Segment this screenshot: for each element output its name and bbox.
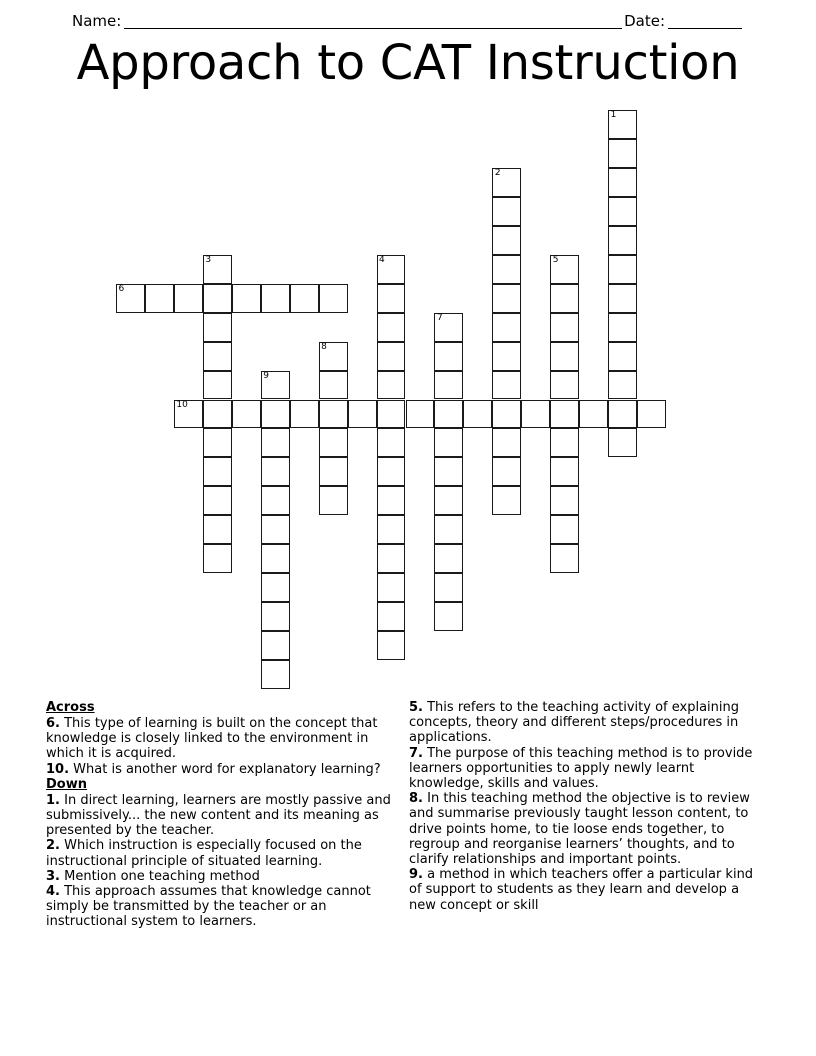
grid-cell[interactable]	[261, 284, 290, 313]
grid-cell[interactable]	[492, 457, 521, 486]
grid-cell[interactable]	[203, 486, 232, 515]
grid-cell[interactable]	[319, 486, 348, 515]
grid-cell[interactable]	[550, 457, 579, 486]
grid-cell[interactable]	[434, 573, 463, 602]
grid-cell[interactable]	[492, 226, 521, 255]
grid-cell[interactable]	[608, 226, 637, 255]
grid-cell[interactable]	[550, 486, 579, 515]
clue-text: In direct learning, learners are mostly passive and submissively... the new content and its meaning as presented by the teacher.	[46, 792, 391, 839]
grid-cell[interactable]	[434, 371, 463, 400]
grid-cell[interactable]	[203, 400, 232, 429]
grid-cell[interactable]	[290, 284, 319, 313]
grid-cell[interactable]	[261, 515, 290, 544]
grid-cell[interactable]	[377, 255, 406, 284]
grid-clue-number: 8	[321, 341, 327, 352]
grid-cell[interactable]	[203, 428, 232, 457]
grid-cell[interactable]	[550, 371, 579, 400]
grid-cell[interactable]	[434, 544, 463, 573]
grid-cell[interactable]	[550, 342, 579, 371]
grid-cell[interactable]	[608, 168, 637, 197]
grid-cell[interactable]	[579, 400, 608, 429]
grid-cell[interactable]	[492, 313, 521, 342]
grid-cell[interactable]	[492, 197, 521, 226]
grid-cell[interactable]	[261, 457, 290, 486]
clue-item	[409, 746, 769, 792]
clue-item	[46, 884, 404, 930]
grid-cell[interactable]	[377, 602, 406, 631]
grid-cell[interactable]	[492, 168, 521, 197]
clue-number: 6.	[46, 716, 60, 731]
clue-number: 9.	[409, 867, 423, 883]
grid-cell[interactable]	[434, 428, 463, 457]
clue-item	[46, 716, 404, 762]
clue-text: This type of learning is built on the concept that knowledge is closely linked to the environment in which it is acquired.	[46, 716, 378, 762]
clue-item	[409, 867, 769, 913]
grid-cell[interactable]	[203, 457, 232, 486]
grid-cell[interactable]	[203, 371, 232, 400]
date-label: Date:	[624, 12, 665, 30]
clue-text: Mention one teaching method	[59, 868, 260, 884]
grid-cell[interactable]	[608, 197, 637, 226]
grid-cell[interactable]	[290, 400, 319, 429]
grid-cell[interactable]	[492, 400, 521, 429]
grid-cell[interactable]	[637, 400, 666, 429]
grid-cell[interactable]	[377, 544, 406, 573]
grid-cell[interactable]	[492, 342, 521, 371]
clues-column-right	[409, 700, 769, 913]
grid-cell[interactable]	[261, 660, 290, 689]
grid-cell[interactable]	[377, 631, 406, 660]
grid-cell[interactable]	[319, 457, 348, 486]
grid-cell[interactable]	[550, 428, 579, 457]
grid-cell[interactable]	[608, 255, 637, 284]
grid-cell[interactable]	[608, 400, 637, 429]
grid-cell[interactable]	[434, 313, 463, 342]
clues-column-left	[46, 700, 404, 930]
grid-cell[interactable]	[348, 400, 377, 429]
grid-cell[interactable]	[608, 371, 637, 400]
grid-cell[interactable]	[319, 284, 348, 313]
grid-cell[interactable]	[377, 573, 406, 602]
clue-number: 1.	[46, 792, 60, 808]
grid-cell[interactable]	[261, 428, 290, 457]
grid-cell[interactable]	[261, 631, 290, 660]
grid-cell[interactable]	[434, 400, 463, 429]
clue-item	[46, 838, 404, 868]
grid-clue-number: 6	[118, 283, 125, 294]
clue-number: 10.	[46, 761, 70, 777]
grid-cell[interactable]	[319, 342, 348, 371]
grid-cell[interactable]	[608, 110, 637, 139]
grid-cell[interactable]	[377, 515, 406, 544]
grid-cell[interactable]	[203, 255, 232, 284]
grid-cell[interactable]	[377, 371, 406, 400]
grid-cell[interactable]	[434, 515, 463, 544]
grid-cell[interactable]	[377, 313, 406, 342]
grid-cell[interactable]	[608, 342, 637, 371]
clue-number: 4.	[46, 884, 60, 900]
clue-item	[409, 791, 769, 867]
across-heading: Across	[46, 700, 95, 715]
grid-cell[interactable]	[377, 428, 406, 457]
grid-cell[interactable]	[434, 342, 463, 371]
grid-cell[interactable]	[434, 602, 463, 631]
clue-text: Which instruction is especially focused on the instructional principle of situated learning.	[46, 838, 362, 869]
clue-text: In this teaching method the objective is to review and summarise previously taught lesson content, to drive points home, to tie loose ends together, to regroup and reorganise learners’ thoughts, and to clarify relationships and important points.	[409, 791, 750, 868]
down-clue-list-right	[409, 700, 769, 913]
clue-number: 5.	[409, 700, 423, 715]
grid-cell[interactable]	[550, 255, 579, 284]
grid-cell[interactable]	[203, 284, 232, 313]
grid-clue-number: 2	[494, 167, 501, 178]
grid-cell[interactable]	[319, 400, 348, 429]
grid-cell[interactable]	[145, 284, 174, 313]
grid-cell[interactable]	[261, 371, 290, 400]
clue-text: This refers to the teaching activity of explaining concepts, theory and different steps/procedures in applications.	[409, 700, 739, 746]
down-clue-list-left	[46, 793, 404, 930]
grid-cell[interactable]	[492, 371, 521, 400]
grid-clue-number: 7	[436, 312, 443, 323]
grid-clue-number: 1	[610, 110, 617, 120]
grid-cell[interactable]	[203, 515, 232, 544]
grid-cell[interactable]	[492, 255, 521, 284]
grid-cell[interactable]	[261, 544, 290, 573]
grid-cell[interactable]	[492, 486, 521, 515]
down-heading: Down	[46, 776, 87, 792]
grid-cell[interactable]	[232, 400, 261, 429]
grid-clue-number: 5	[552, 254, 559, 265]
grid-clue-number: 4	[379, 254, 385, 265]
clue-number: 7.	[409, 745, 423, 761]
grid-cell[interactable]	[550, 284, 579, 313]
grid-cell[interactable]	[203, 544, 232, 573]
clue-text: What is another word for explanatory learning?	[69, 761, 381, 777]
clue-number: 3.	[46, 868, 60, 884]
grid-cell[interactable]	[492, 284, 521, 313]
grid-cell[interactable]	[521, 400, 550, 429]
clue-text: The purpose of this teaching method is to provide learners opportunities to apply newly learnt knowledge, skills and values.	[409, 745, 753, 792]
grid-cell[interactable]	[550, 544, 579, 573]
grid-cell[interactable]	[174, 284, 203, 313]
grid-cell[interactable]	[550, 515, 579, 544]
clue-text: This approach assumes that knowledge cannot simply be transmitted by the teacher or an instructional system to learners.	[46, 884, 371, 930]
grid-cell[interactable]	[261, 602, 290, 631]
grid-cell[interactable]	[261, 486, 290, 515]
grid-cell[interactable]	[261, 400, 290, 429]
grid-cell[interactable]	[463, 400, 492, 429]
page-title: Approach to CAT Instruction	[76, 35, 740, 91]
name-label: Name:	[72, 12, 122, 30]
grid-cell[interactable]	[406, 400, 435, 429]
grid-cell[interactable]	[377, 486, 406, 515]
clue-number: 2.	[46, 838, 60, 854]
grid-cell[interactable]	[608, 284, 637, 313]
grid-cell[interactable]	[434, 457, 463, 486]
clue-item	[409, 700, 769, 746]
grid-cell[interactable]	[203, 313, 232, 342]
clue-item	[46, 793, 404, 839]
grid-cell[interactable]	[492, 428, 521, 457]
grid-cell[interactable]	[261, 573, 290, 602]
grid-cell[interactable]	[608, 313, 637, 342]
grid-clue-number: 10	[176, 399, 188, 410]
grid-cell[interactable]	[116, 284, 145, 313]
clue-text: a method in which teachers offer a particular kind of support to students as they learn and develop a new concept or skill	[409, 867, 754, 913]
grid-cell[interactable]	[319, 428, 348, 457]
clue-item	[46, 869, 404, 884]
grid-clue-number: 3	[205, 254, 212, 265]
grid-cell[interactable]	[377, 342, 406, 371]
grid-cell[interactable]	[174, 400, 203, 429]
grid-cell[interactable]	[608, 139, 637, 168]
grid-cell[interactable]	[377, 284, 406, 313]
grid-cell[interactable]	[550, 400, 579, 429]
clue-number: 8.	[409, 791, 423, 807]
grid-cell[interactable]	[377, 400, 406, 429]
grid-cell[interactable]	[434, 486, 463, 515]
grid-cell[interactable]	[608, 428, 637, 457]
across-clue-list	[46, 716, 404, 777]
grid-cell[interactable]	[377, 457, 406, 486]
grid-cell[interactable]	[319, 371, 348, 400]
grid-clue-number: 9	[263, 370, 269, 381]
clue-item	[46, 762, 404, 777]
grid-cell[interactable]	[203, 342, 232, 371]
grid-cell[interactable]	[550, 313, 579, 342]
grid-cell[interactable]	[232, 284, 261, 313]
